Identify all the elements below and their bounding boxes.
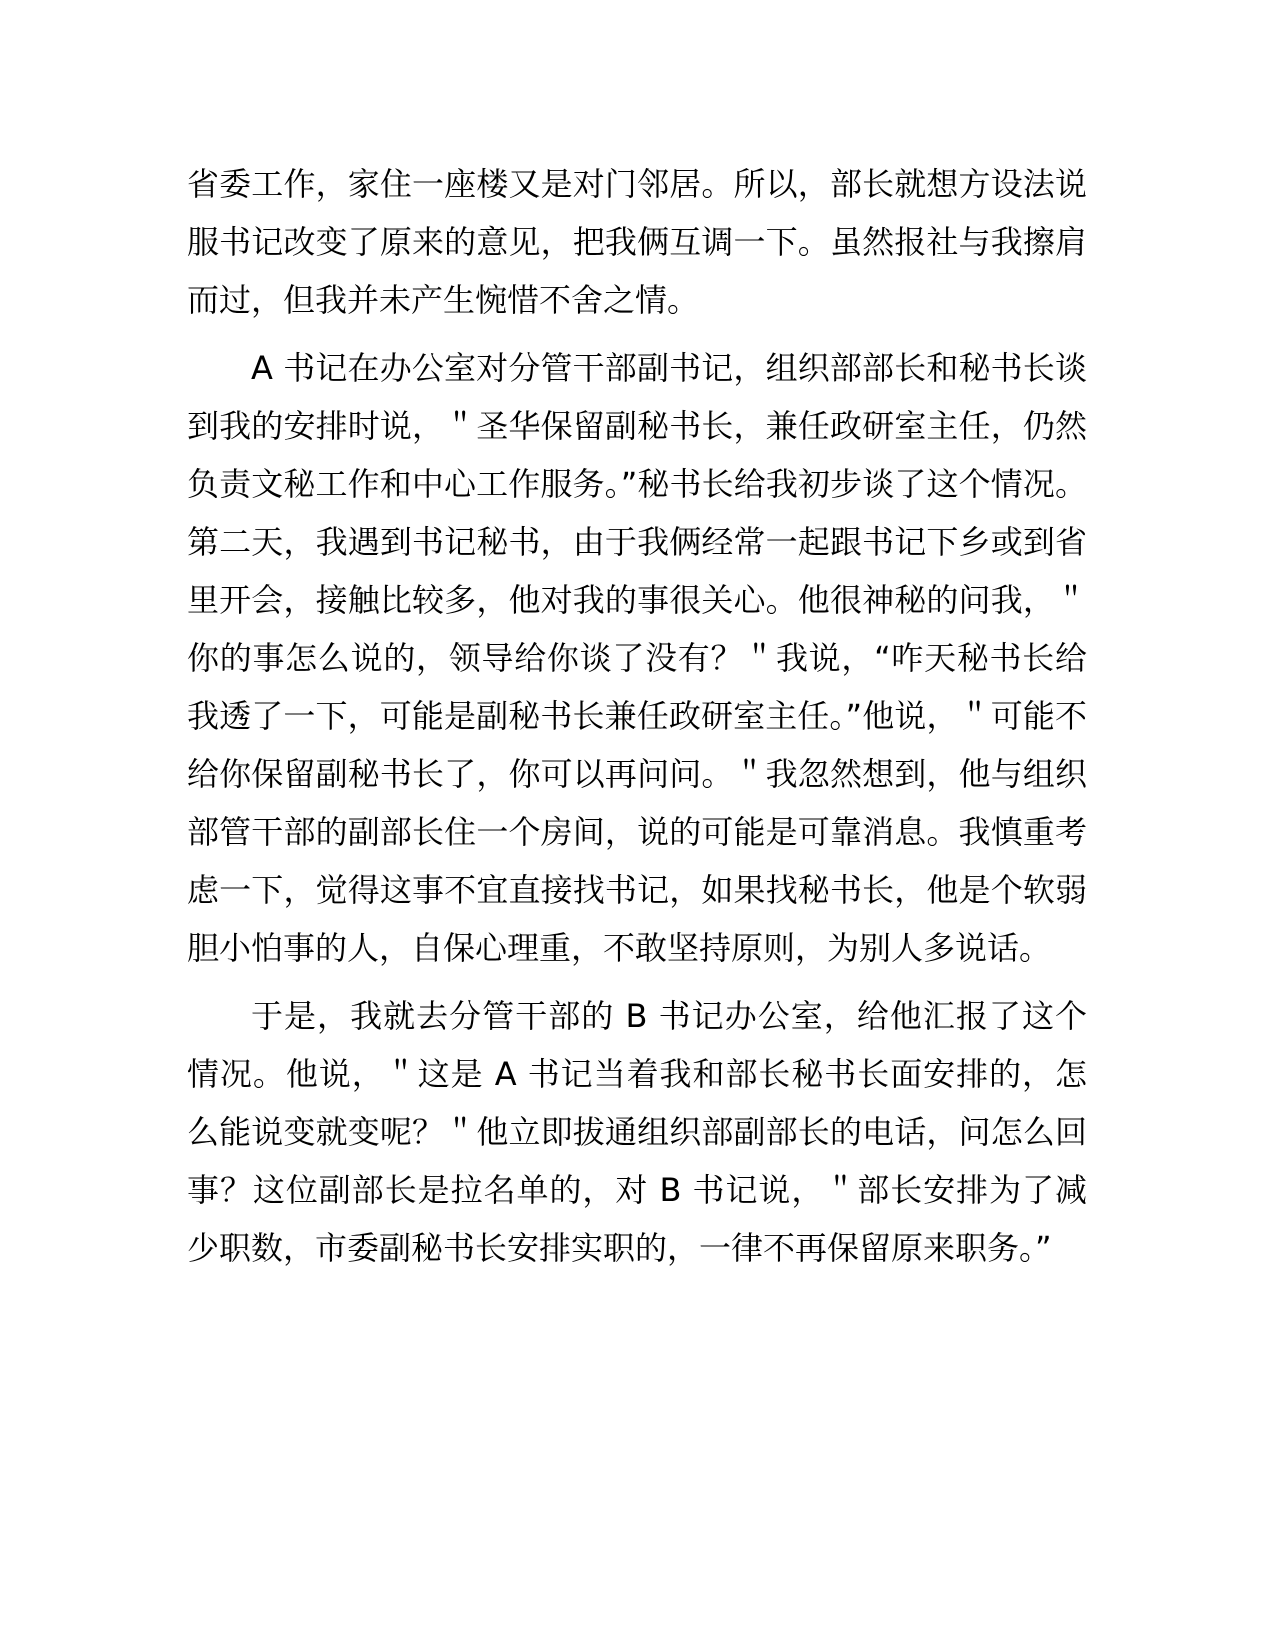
document-body bbox=[187, 155, 1087, 1287]
paragraph-2: A 书记在办公室对分管干部副书记，组织部部长和秘书长谈到我的安排时说，＂圣华保留副秘书长，兼任政研室主任，仍然负责文秘工作和中心工作服务。”秘书长给我初步谈了这个情况。第二天，我遇到书记秘书，由于我俩经常一起跟书记下乡或到省里开会，接触比较多，他对我的事很关心。他很神秘的问我，＂你的事怎么说的，领导给你谈了没有？＂我说，“咋天秘书长给我透了一下，可能是副秘书长兼任政研室主任。”他说，＂可能不给你保留副秘书长了，你可以再问问。＂我忽然想到，他与组织部管干部的副部长住一个房间，说的可能是可靠消息。我慎重考虑一下，觉得这事不宜直接找书记，如果找秘书长，他是个软弱胆小怕事的人，自保心理重，不敢坚持原则，为别人多说话。 bbox=[187, 349, 1087, 967]
paragraph-3: 于是，我就去分管干部的 B 书记办公室，给他汇报了这个情况。他说，＂这是 A 书记当着我和部长秘书长面安排的，怎么能说变就变呢？＂他立即拔通组织部副部长的电话，问怎么回事？这位副部长是拉名单的，对 B 书记说，＂部长安排为了减少职数，市委副秘书长安排实职的，一律不再保留原来职务。” bbox=[187, 997, 1087, 1267]
paragraph-1: 省委工作，家住一座楼又是对门邻居。所以，部长就想方设法说服书记改变了原来的意见，把我俩互调一下。虽然报社与我擦肩而过，但我并未产生惋惜不舍之情。 bbox=[187, 165, 1087, 319]
